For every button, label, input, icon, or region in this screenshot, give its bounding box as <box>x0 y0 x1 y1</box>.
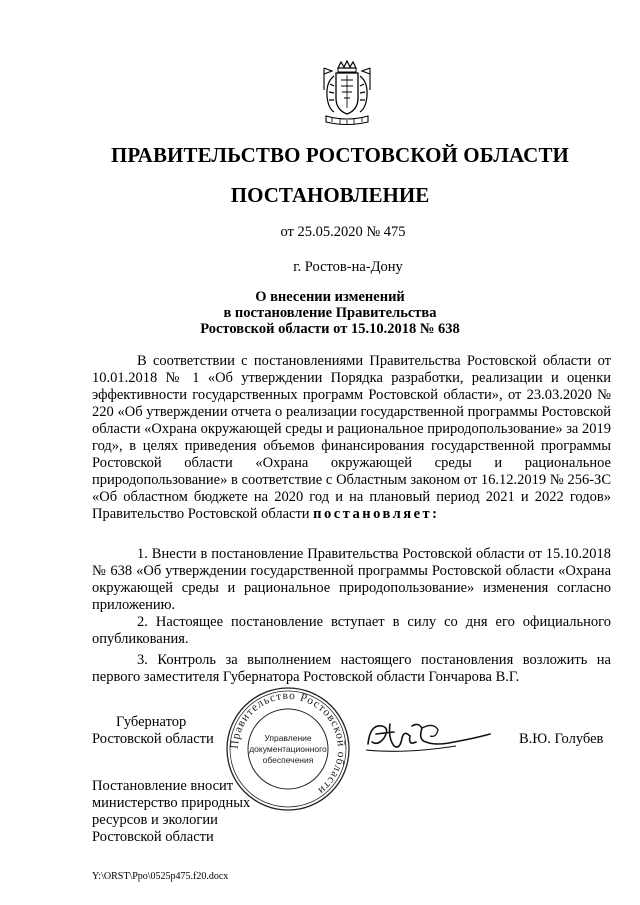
file-path: Y:\ORST\Ppo\0525p475.f20.docx <box>92 871 229 882</box>
document-date-number: от 25.05.2020 № 475 <box>280 224 406 240</box>
item-3-paragraph: 3. Контроль за выполнением настоящего постановления возложить на первого заместителя Губернатора Ростовской области Гончарова В.Г. <box>92 652 611 685</box>
stamp-inner-line-1: Управление <box>264 733 312 743</box>
submitter-line-2: министерство природных <box>92 795 251 811</box>
signer-title <box>92 714 214 748</box>
stamp-inner-line-2: документационного <box>249 744 327 754</box>
submitter-line-3: ресурсов и экологии <box>92 812 218 828</box>
coat-of-arms-icon <box>318 60 376 128</box>
preamble-text: В соответствии с постановлениями Правительства Ростовской области от 10.01.2018 № 1 «Об утверждении Порядка разработки, реализации и оценки эффективности государственных программ Ростовской области», от 23.03.2020 № 220 «Об утверждении отчета о реализации государственной программы Ростовской области «Охрана окружающей среды и рациональное природопользование» за 2019 год», в целях приведения объемов финансирования государственной программы Ростовской области «Охрана окружающей среды и рациональное природопользование» в соответствие с Областным законом от 16.12.2019 № 256-ЗС «Об областном бюджете на 2020 год и на плановый период 2021 и 2022 годов» Правительство Ростовской области <box>92 353 611 522</box>
signer-name: В.Ю. Голубев <box>519 731 604 747</box>
stamp-inner-line-3: обеспечения <box>262 755 314 765</box>
document-subject <box>10 289 640 337</box>
signer-title-line-1: Губернатор <box>116 714 187 730</box>
signer-title-line-2: Ростовской области <box>92 731 214 747</box>
submitter-line-4: Ростовской области <box>92 829 214 845</box>
decree-word: постановляет: <box>313 506 440 522</box>
document-type-title: ПОСТАНОВЛЕНИЕ <box>230 183 430 207</box>
preamble-paragraph <box>92 353 611 523</box>
government-title: ПРАВИТЕЛЬСТВО РОСТОВСКОЙ ОБЛАСТИ <box>111 143 569 167</box>
submitter-block <box>92 778 250 846</box>
item-1-paragraph: 1. Внести в постановление Правительства Ростовской области от 15.10.2018 № 638 «Об утверждении государственной программы Ростовской области «Охрана окружающей среды и рациональное природопользование» изменения согласно приложению. <box>92 546 611 613</box>
subject-line-1: О внесении изменений <box>255 289 405 305</box>
item-2-paragraph: 2. Настоящее постановление вступает в силу со дня его официального опубликования. <box>92 614 611 647</box>
document-city: г. Ростов-на-Дону <box>293 259 403 275</box>
stamp-ring-text: Правительство Ростовской области <box>228 689 348 798</box>
handwritten-signature-icon <box>364 716 494 758</box>
subject-line-2: в постановление Правительства <box>223 305 437 321</box>
submitter-line-1: Постановление вносит <box>92 778 234 794</box>
subject-line-3: Ростовской области от 15.10.2018 № 638 <box>200 321 460 337</box>
